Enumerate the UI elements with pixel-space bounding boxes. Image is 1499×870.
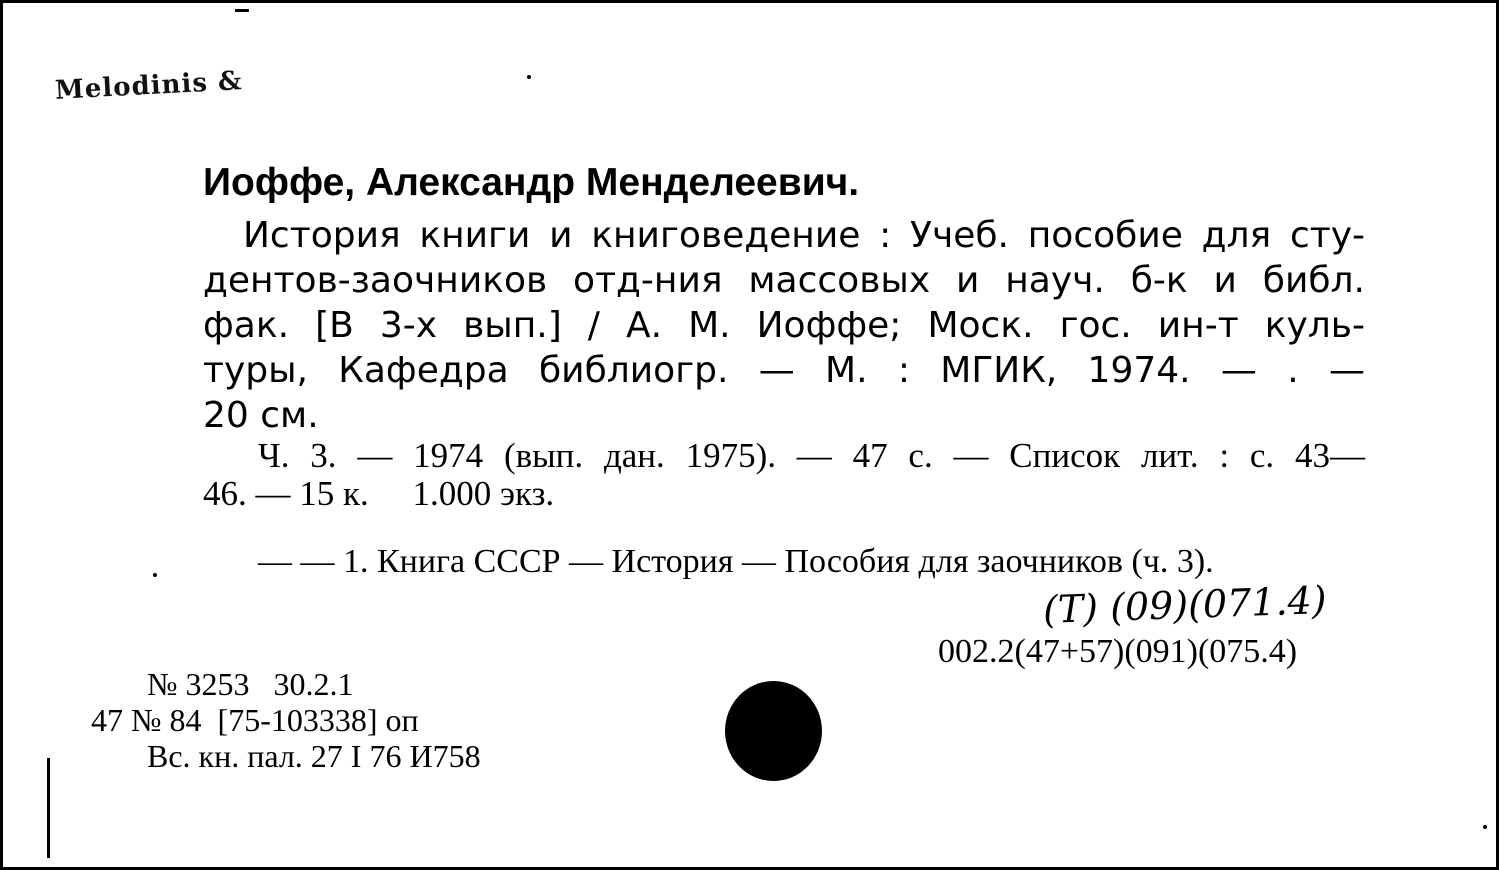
author-heading: Иоффе, Александр Менделеевич. [203, 161, 860, 204]
footer-line: Вс. кн. пал. 27 I 76 И758 [147, 738, 481, 774]
punch-hole [725, 681, 822, 781]
card-footer [91, 666, 481, 774]
footer-line: 47 № 84 [75-103338] оп [91, 702, 419, 738]
part-line: Ч. 3. — 1974 (вып. дан. 1975). — 47 с. — Список лит. : с. 43— [258, 436, 1365, 475]
bibliographic-description [203, 213, 1365, 438]
margin-mark [47, 758, 50, 858]
part-note [203, 437, 1365, 513]
description-line: дентов-заочников отд-ния массовых и науч. б-к и библ. [203, 260, 1365, 301]
description-line: 20 см. [203, 395, 319, 436]
speck [153, 573, 157, 577]
description-line: История книги и книговедение : Учеб. пособие для сту- [243, 215, 1365, 256]
footer-line: № 3253 30.2.1 [147, 666, 354, 702]
speck [527, 75, 531, 79]
udc-index: 002.2(47+57)(091)(075.4) [938, 633, 1298, 670]
description-line: фак. [В 3-х вып.] / А. М. Иоффе; Моск. гос. ин-т куль- [203, 305, 1365, 346]
ownership-stamp: Melodinis & [54, 66, 244, 106]
description-line: туры, Кафедра библиогр. — М. : МГИК, 1974. — . — [203, 350, 1365, 391]
speck [1483, 825, 1487, 829]
subject-heading: — — 1. Книга СССР — История — Пособия для заочников (ч. 3). [258, 543, 1214, 580]
part-line: 46. — 15 к. 1.000 экз. [203, 474, 555, 513]
handwritten-classification: (Т) (09)(071.4) [1042, 578, 1328, 632]
scan-mark [235, 9, 249, 12]
